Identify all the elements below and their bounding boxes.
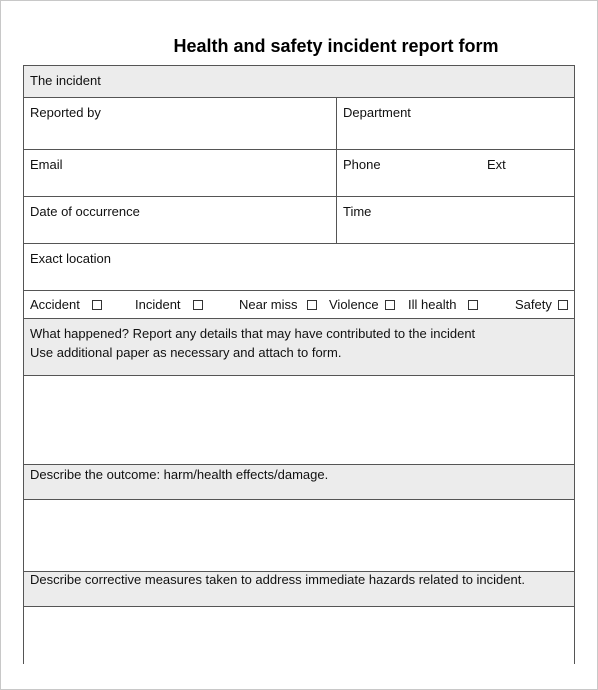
what-happened-line2: Use additional paper as necessary and attach to form.	[30, 345, 342, 360]
incident-header-row	[24, 66, 574, 98]
accident-checkbox[interactable]	[92, 300, 102, 310]
incident-type-label: Incident	[135, 297, 181, 312]
email-field[interactable]	[24, 150, 337, 196]
reported-by-label: Reported by	[30, 105, 101, 120]
ill-health-label: Ill health	[408, 297, 457, 312]
violence-label: Violence	[329, 297, 379, 312]
outcome-area[interactable]	[24, 500, 574, 572]
corrective-area[interactable]	[24, 607, 574, 664]
date-of-occurrence-label: Date of occurrence	[30, 204, 140, 219]
phone-field[interactable]	[337, 150, 576, 196]
incident-header-label: The incident	[30, 73, 101, 88]
date-of-occurrence-field[interactable]	[24, 197, 337, 243]
outcome-label: Describe the outcome: harm/health effects/damage.	[30, 467, 329, 482]
form-title: Health and safety incident report form	[173, 36, 499, 56]
ill-health-checkbox[interactable]	[468, 300, 478, 310]
email-label: Email	[30, 157, 63, 172]
accident-label: Accident	[30, 297, 80, 312]
time-field[interactable]	[337, 197, 576, 243]
incident-checkbox[interactable]	[193, 300, 203, 310]
near-miss-label: Near miss	[239, 297, 298, 312]
exact-location-label: Exact location	[30, 251, 111, 266]
safety-checkbox[interactable]	[558, 300, 568, 310]
what-happened-header	[24, 319, 574, 376]
date-row	[24, 197, 574, 244]
incident-type-row	[24, 291, 574, 319]
ext-label: Ext	[487, 157, 506, 172]
phone-label: Phone	[343, 157, 381, 172]
exact-location-row[interactable]	[24, 244, 574, 291]
time-label: Time	[343, 204, 372, 219]
violence-checkbox[interactable]	[385, 300, 395, 310]
reported-by-field[interactable]	[24, 98, 337, 149]
safety-label: Safety	[515, 297, 552, 312]
department-label: Department	[343, 105, 411, 120]
email-row	[24, 150, 574, 197]
what-happened-area[interactable]	[24, 376, 574, 465]
department-field[interactable]	[337, 98, 576, 149]
outcome-header	[24, 465, 574, 500]
corrective-label: Describe corrective measures taken to address immediate hazards related to incident.	[30, 572, 525, 587]
corrective-header	[24, 572, 574, 607]
what-happened-line1: What happened? Report any details that may have contributed to the incident	[30, 326, 476, 341]
near-miss-checkbox[interactable]	[307, 300, 317, 310]
incident-report-form	[23, 65, 575, 664]
reported-by-row	[24, 98, 574, 150]
